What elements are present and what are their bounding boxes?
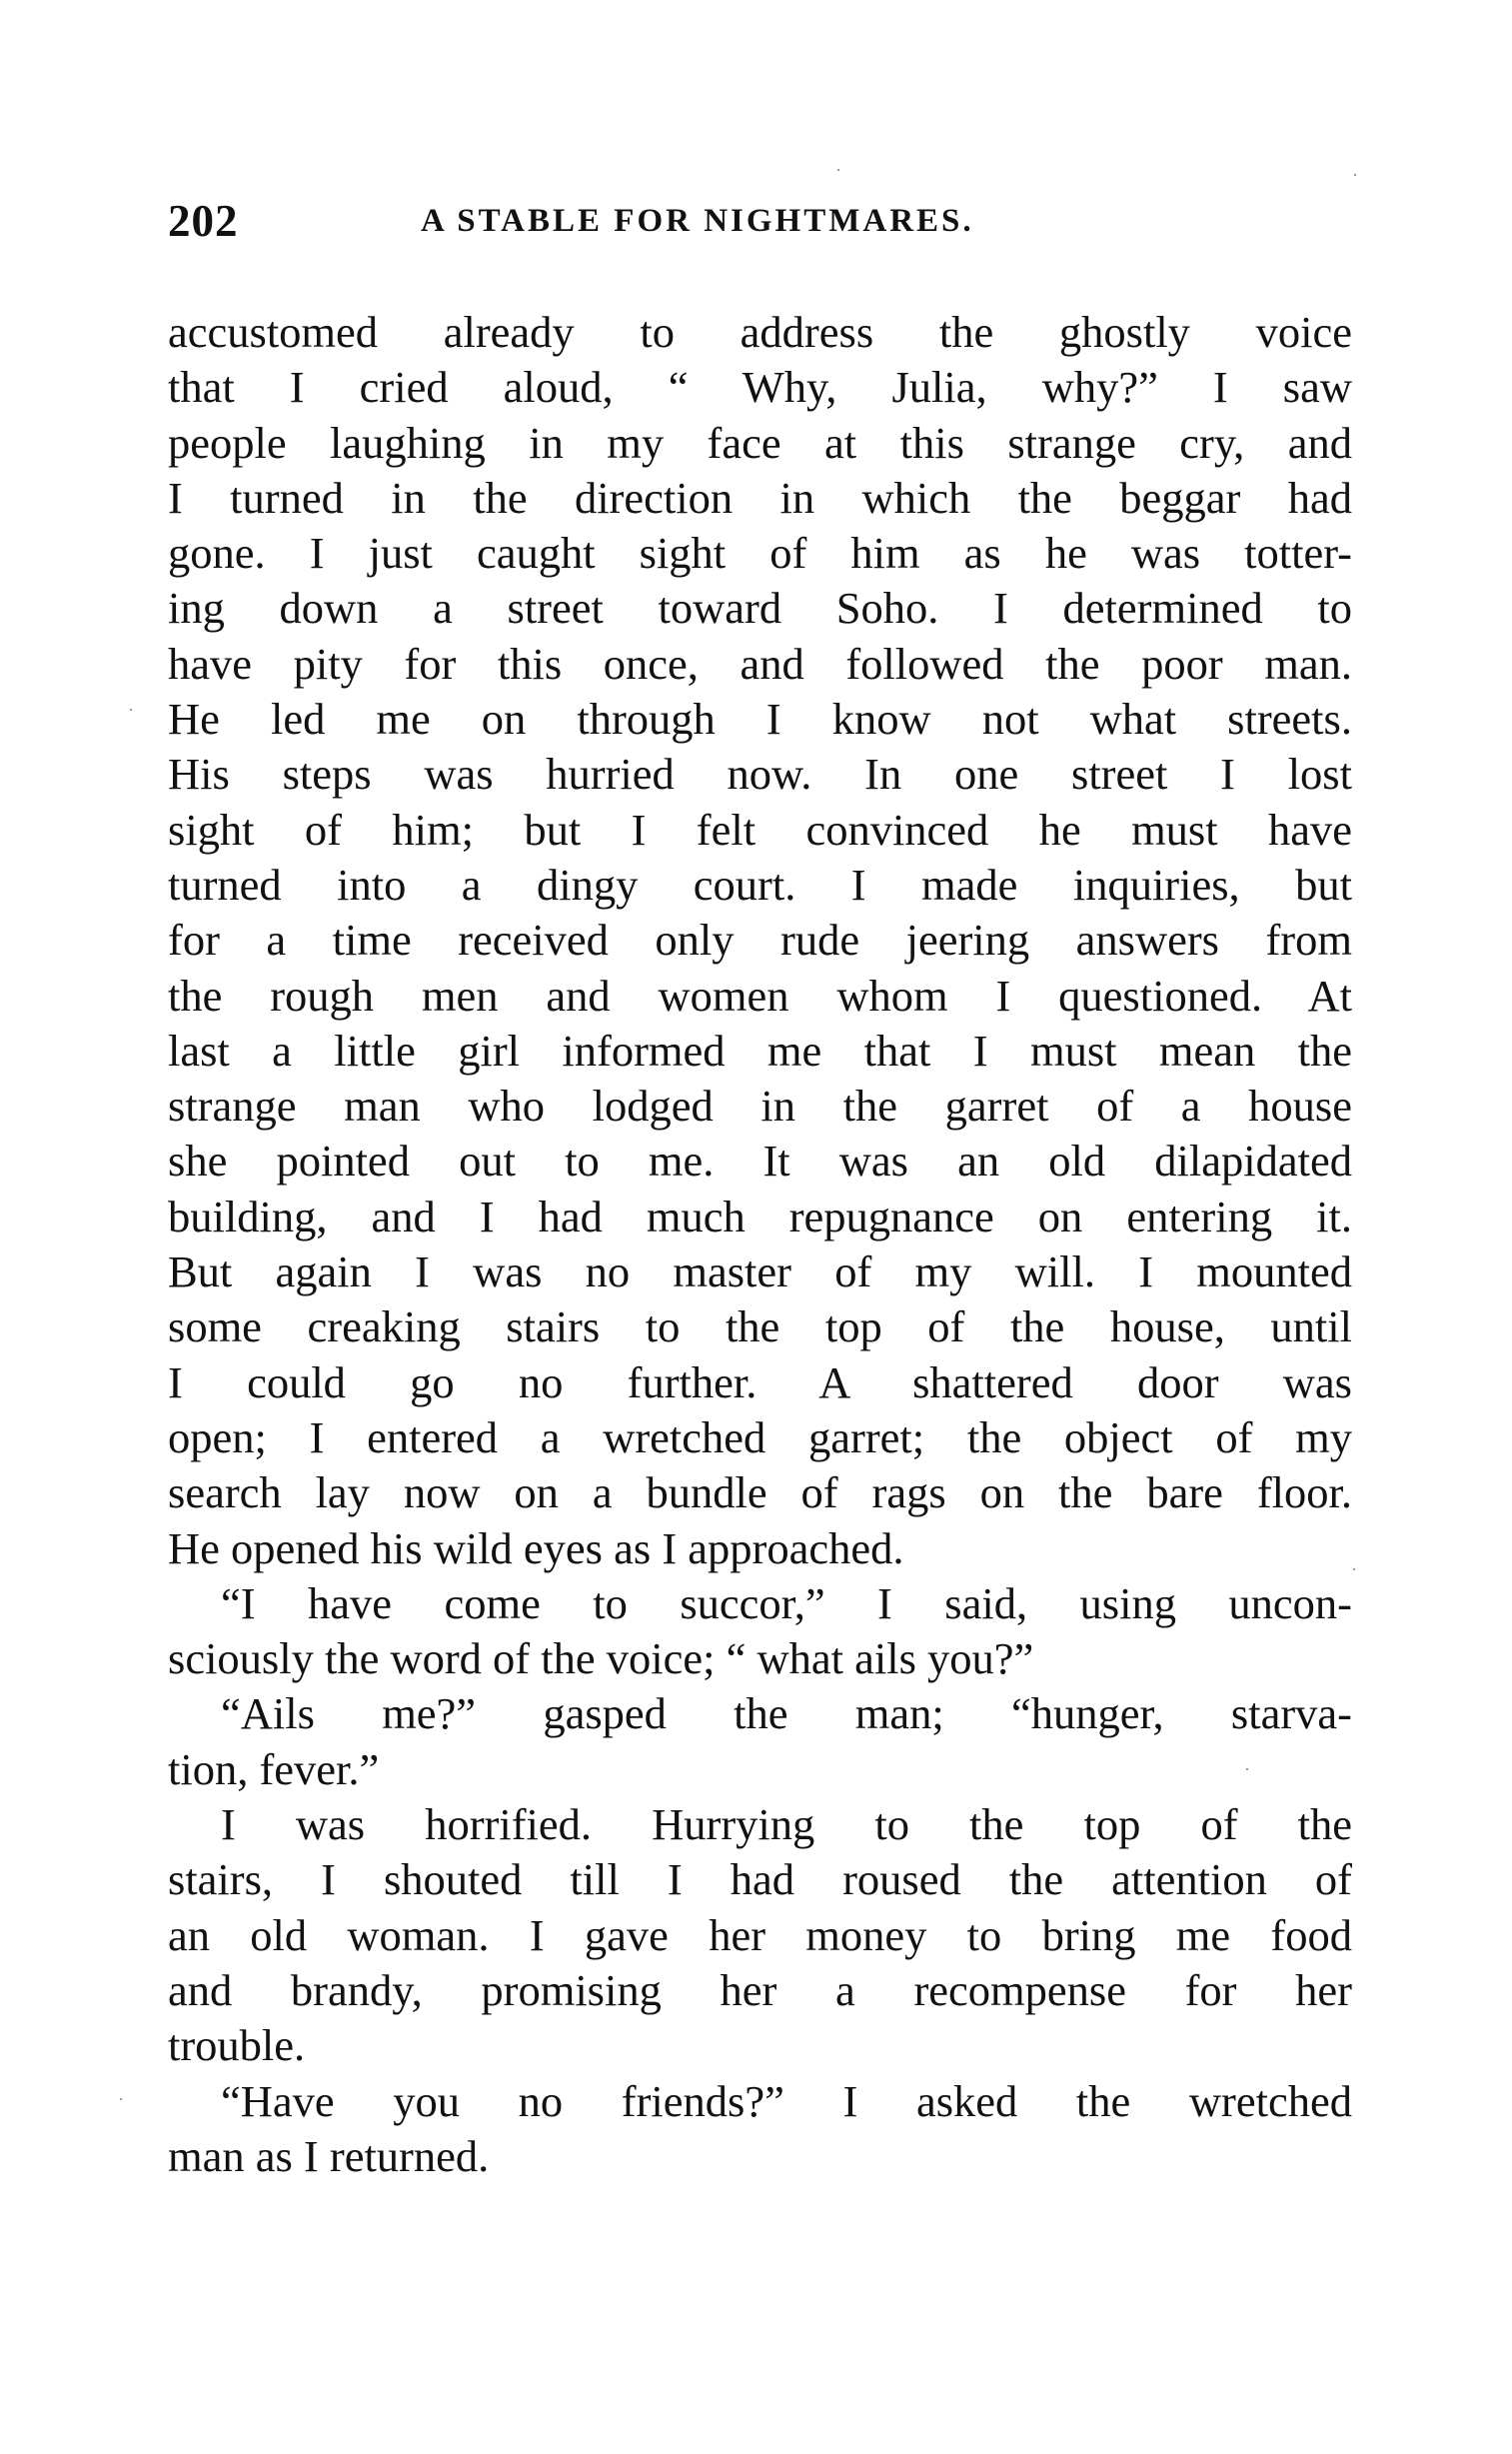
text-line: But again I was no master of my will. I mounted — [168, 1246, 1352, 1297]
page-number: 202 — [168, 196, 239, 246]
text-line: I turned in the direction in which the beggar had — [168, 472, 1352, 523]
text-line: people laughing in my face at this strange cry, and — [168, 417, 1352, 468]
text-line: tion, fever.” — [168, 1743, 380, 1794]
text-line: I could go no further. A shattered door was — [168, 1356, 1352, 1407]
text-line: she pointed out to me. It was an old dilapidated — [168, 1136, 1352, 1187]
text-line: I was horrified. Hurrying to the top of the — [221, 1799, 1352, 1850]
text-line: stairs, I shouted till I had roused the attention of — [168, 1854, 1352, 1905]
scan-speck: · — [1351, 1559, 1357, 1579]
text-line: “Ails me?” gasped the man; “hunger, starva- — [221, 1688, 1352, 1739]
text-line: last a little girl informed me that I must mean the — [168, 1025, 1352, 1076]
text-line: that I cried aloud, “ Why, Julia, why?” I saw — [168, 362, 1352, 413]
text-line: open; I entered a wretched garret; the object of my — [168, 1411, 1352, 1462]
scan-speck: · — [128, 700, 134, 720]
text-line: “Have you no friends?” I asked the wretched — [221, 2075, 1352, 2126]
text-line: sciously the word of the voice; “ what ails you?” — [168, 1633, 1034, 1684]
text-line: some creaking stairs to the top of the house, until — [168, 1301, 1352, 1352]
text-line: trouble. — [168, 2020, 306, 2071]
scan-speck: · — [118, 2089, 124, 2109]
text-line: “I have come to succor,” I said, using uncon- — [221, 1577, 1352, 1628]
running-title: A STABLE FOR NIGHTMARES. — [421, 203, 974, 239]
scan-speck: · — [1244, 1759, 1250, 1779]
text-line: have pity for this once, and followed the poor man. — [168, 638, 1352, 689]
text-line: and brandy, promising her a recompense for her — [168, 1964, 1352, 2015]
text-line: an old woman. I gave her money to bring me food — [168, 1909, 1352, 1960]
scan-speck: · — [1352, 165, 1358, 185]
text-line: building, and I had much repugnance on entering it. — [168, 1191, 1352, 1241]
text-line: strange man who lodged in the garret of a house — [168, 1081, 1352, 1132]
scan-speck: · — [835, 160, 841, 180]
text-line: search lay now on a bundle of rags on the bare floor. — [168, 1467, 1352, 1518]
text-line: turned into a dingy court. I made inquiries, but — [168, 859, 1352, 910]
text-line: accustomed already to address the ghostly voice — [168, 307, 1352, 357]
body-text — [168, 305, 1352, 2184]
text-line: His steps was hurried now. In one street I lost — [168, 749, 1352, 800]
text-line: He led me on through I know not what streets. — [168, 694, 1352, 745]
text-line: He opened his wild eyes as I approached. — [168, 1522, 904, 1573]
text-line: sight of him; but I felt convinced he must have — [168, 804, 1352, 855]
page-header — [168, 195, 1367, 255]
text-line: the rough men and women whom I questioned. At — [168, 970, 1352, 1021]
text-line: man as I returned. — [168, 2130, 490, 2181]
text-line: gone. I just caught sight of him as he was totter- — [168, 528, 1352, 579]
text-line: for a time received only rude jeering answers from — [168, 915, 1352, 966]
text-line: ing down a street toward Soho. I determined to — [168, 583, 1352, 634]
